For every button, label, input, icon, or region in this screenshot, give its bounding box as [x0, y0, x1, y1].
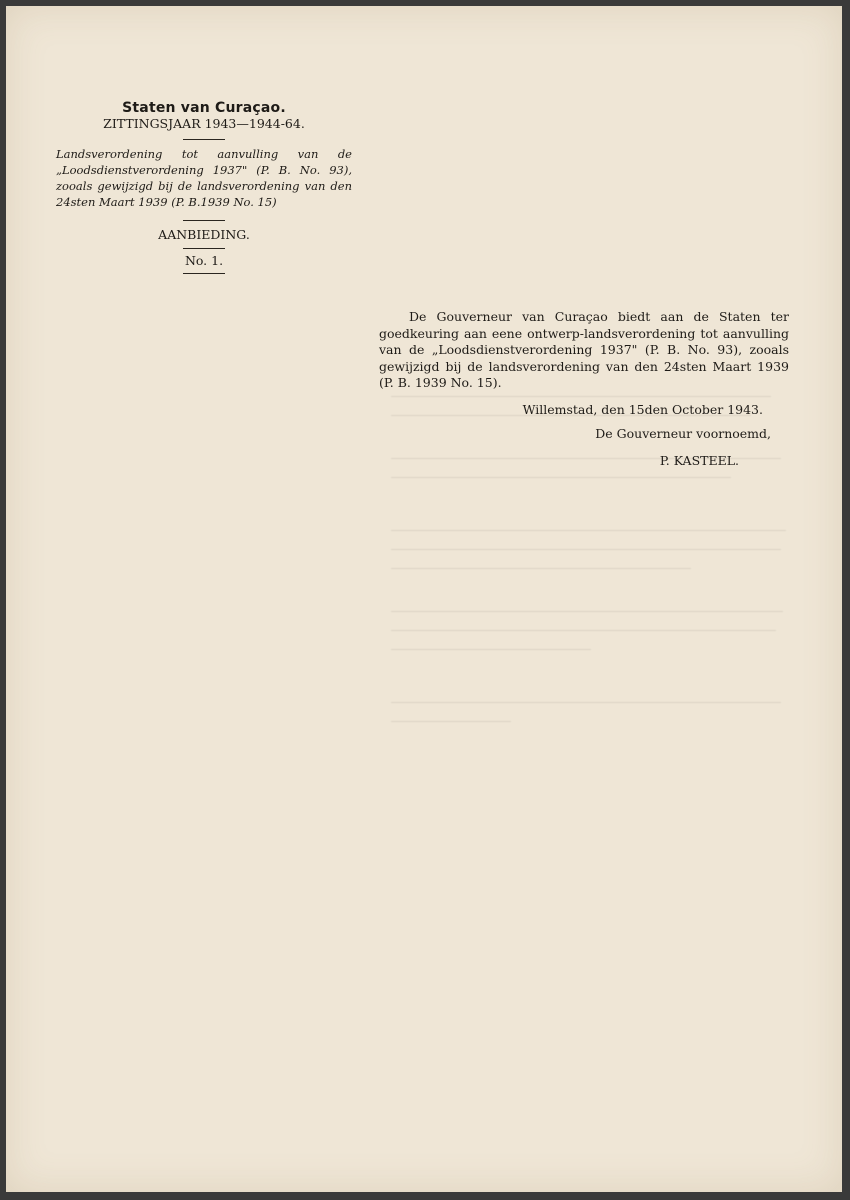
offer-paragraph: De Gouverneur van Curaçao biedt aan de Staten ter goedkeuring aan eene ontwerp-landsverordening tot aanvulling van de „Loodsdienstverordening 1937" (P. B. No. 93), zooals gewijzigd bij de landsverordening van den 24sten Maart 1939 (P. B. 1939 No. 15). [379, 309, 789, 390]
signature-name: P. KASTEEL. [659, 452, 739, 468]
divider [183, 139, 225, 140]
governor-line: De Gouverneur voornoemd, [595, 426, 771, 441]
organization-title: Staten van Curaçao. [122, 100, 286, 116]
document-body [379, 309, 789, 469]
document-number: No. 1. [184, 253, 224, 268]
session-year: ZITTINGSJAAR 1943—1944-64. [103, 116, 305, 131]
divider [183, 273, 225, 274]
place-date: Willemstad, den 15den October 1943. [522, 401, 763, 417]
document-page [6, 6, 842, 1192]
divider [183, 220, 225, 221]
document-header [56, 100, 352, 280]
aanbieding-heading: AANBIEDING. [158, 227, 250, 242]
document-subject: Landsverordening tot aanvulling van de „Loodsdienstverordening 1937" (P. B. No. 93), zooals gewijzigd bij de landsverordening van den 24sten Maart 1939 (P. B.1939 No. 15) [56, 147, 352, 209]
divider [183, 248, 225, 249]
